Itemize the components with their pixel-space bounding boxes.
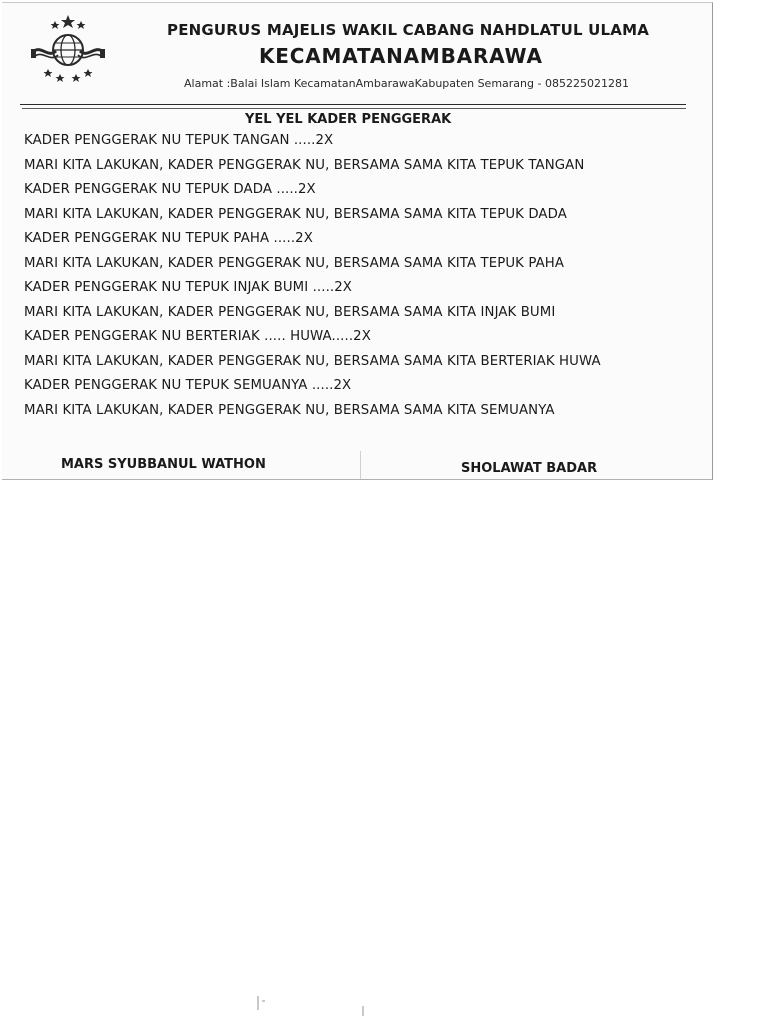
organization-name: KECAMATANAMBARAWA [259, 44, 543, 68]
chant-line: KADER PENGGERAK NU TEPUK PAHA .....2X [24, 231, 313, 246]
scan-speck [362, 1006, 364, 1016]
chant-line: MARI KITA LAKUKAN, KADER PENGGERAK NU, BERSAMA SAMA KITA BERTERIAK HUWA [24, 353, 601, 369]
chant-line: MARI KITA LAKUKAN, KADER PENGGERAK NU, BERSAMA SAMA KITA SEMUANYA [24, 402, 555, 418]
chant-line: KADER PENGGERAK NU TEPUK TANGAN .....2X [24, 133, 334, 148]
chant-lines [24, 129, 601, 423]
chant-line: MARI KITA LAKUKAN, KADER PENGGERAK NU, BERSAMA SAMA KITA TEPUK TANGAN [24, 157, 585, 173]
chant-line: MARI KITA LAKUKAN, KADER PENGGERAK NU, BERSAMA SAMA KITA TEPUK DADA [24, 206, 567, 222]
nu-globe-star-logo-icon [28, 13, 108, 83]
footer-right-title: SHOLAWAT BADAR [461, 461, 598, 476]
footer-left-title: MARS SYUBBANUL WATHON [61, 457, 266, 472]
column-fold-mark [360, 451, 361, 479]
chant-line: MARI KITA LAKUKAN, KADER PENGGERAK NU, BERSAMA SAMA KITA TEPUK PAHA [24, 255, 565, 271]
organization-line: PENGURUS MAJELIS WAKIL CABANG NAHDLATUL ULAMA [167, 21, 650, 39]
chant-line: KADER PENGGERAK NU TEPUK INJAK BUMI .....2X [24, 280, 353, 295]
document-title: YEL YEL KADER PENGGERAK [245, 112, 452, 127]
chant-line: KADER PENGGERAK NU TEPUK SEMUANYA .....2X [24, 378, 352, 393]
chant-line: KADER PENGGERAK NU TEPUK DADA .....2X [24, 182, 316, 197]
header-divider [20, 104, 686, 105]
header-divider-thin [22, 108, 686, 109]
address-line: Alamat :Balai Islam KecamatanAmbarawaKabupaten Semarang - 085225021281 [184, 77, 629, 90]
document-sheet [2, 2, 713, 480]
chant-line: KADER PENGGERAK NU BERTERIAK ..... HUWA.....2X [24, 329, 371, 344]
scan-speck [262, 1000, 265, 1002]
chant-line: MARI KITA LAKUKAN, KADER PENGGERAK NU, BERSAMA SAMA KITA INJAK BUMI [24, 304, 556, 320]
scan-speck [257, 996, 259, 1010]
